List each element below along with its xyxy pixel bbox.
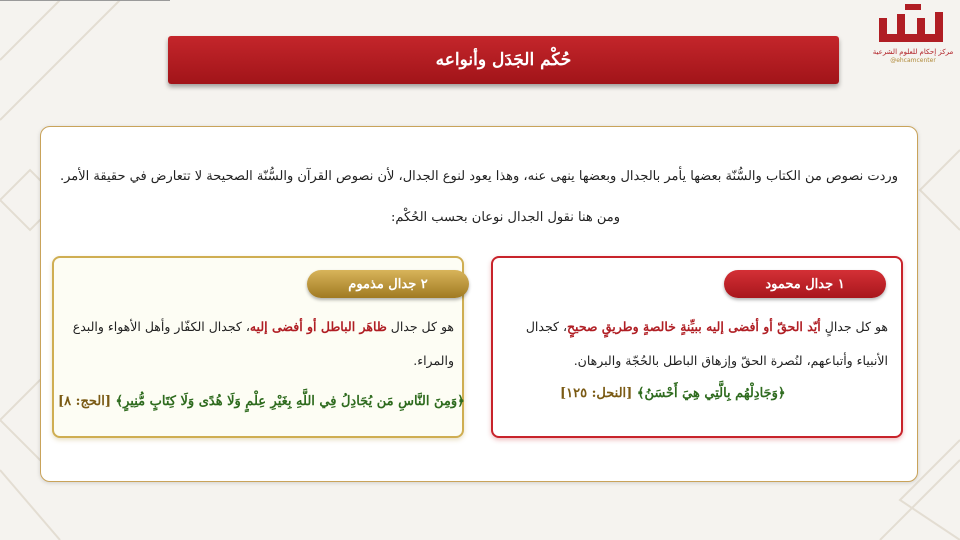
logo-subtitle: مركز إحكام للعلوم الشرعية <box>872 48 954 56</box>
blamed-debate-text <box>62 310 454 378</box>
praised-verse <box>560 386 785 401</box>
intro-paragraph: وردت نصوص من الكتاب والسُّنّة بعضها يأمر بالجدال وبعضها ينهى عنه، وهذا يعود لنوع الجدال، لأن نصوص القرآن والسُّنّة الصحيحة لا تتعارض في حقيقة الأمر. <box>59 169 898 184</box>
page-title: حُكْم الجَدَل وأنواعه <box>435 50 572 70</box>
blamed-suffix: ، كجدال الكفّار وأهل الأهواء والبدع والمراء. <box>72 319 454 368</box>
blamed-verse <box>58 394 465 409</box>
praised-verse-ref: [النحل: ١٢٥] <box>560 386 633 401</box>
praised-prefix: هو كل جدالٍ <box>820 319 888 334</box>
praised-suffix: ، كجدال الأنبياء وأتباعهم، لنُصرة الحقّ وإزهاق الباطل بالحُجّة والبرهان. <box>525 319 888 368</box>
sub-intro-line: ومن هنا نقول الجدال نوعان بحسب الحُكْم: <box>390 210 620 225</box>
blamed-highlight: ظاهَر الباطل أو أفضى إليه <box>249 319 387 334</box>
blamed-verse-text: ﴿وَمِنَ النَّاسِ مَن يُجَادِلُ فِي اللَّهِ بِغَيْرِ عِلْمٍ وَلَا هُدًى وَلَا كِتَابٍ مُّنِيرٍ﴾ <box>115 394 465 409</box>
blamed-verse-ref: [الحج: ٨] <box>58 394 111 409</box>
logo-handle: @ehcamcenter <box>890 57 936 64</box>
praised-verse-text: ﴿وَجَادِلْهُم بِالَّتِي هِيَ أَحْسَنُ﴾ <box>636 386 786 401</box>
praised-highlight: أيّد الحقّ أو أفضى إليه ببيِّنةٍ خالصةٍ وطريقٍ صحيحٍ <box>566 319 821 334</box>
top-rule <box>0 0 170 1</box>
blamed-prefix: هو كل جدال <box>386 319 454 334</box>
blamed-debate-label: ٢ جدال مذموم <box>307 270 469 298</box>
title-banner <box>168 36 839 84</box>
praised-debate-label: ١ جدال محمود <box>724 270 886 298</box>
logo-mark-icon <box>875 4 951 44</box>
praised-debate-text <box>500 310 888 378</box>
brand-logo <box>872 4 954 68</box>
